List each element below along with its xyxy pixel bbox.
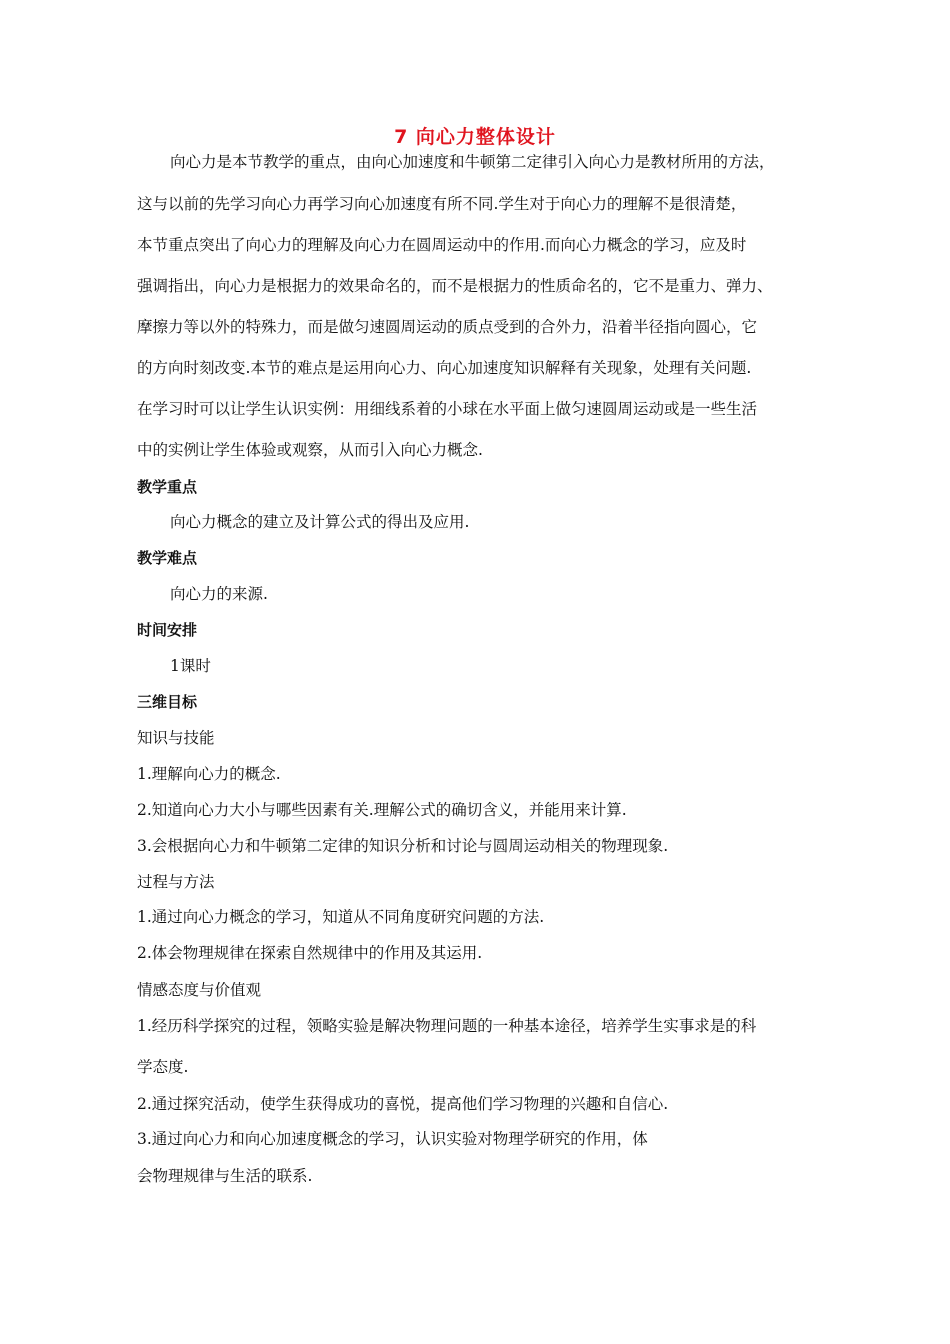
intro-line: 在学习时可以让学生认识实例：用细线系着的小球在水平面上做匀速圆周运动或是一些生活 [137, 400, 758, 418]
objective-item: 3.通过向心力和向心加速度概念的学习，认识实验对物理学研究的作用，体 [137, 1130, 648, 1148]
section-heading-difficulties: 教学难点 [137, 549, 198, 567]
objective-item: 会物理规律与生活的联系. [137, 1167, 313, 1185]
intro-line: 摩擦力等以外的特殊力，而是做匀速圆周运动的质点受到的合外力，沿着半径指向圆心，它 [137, 318, 758, 336]
intro-line: 强调指出，向心力是根据力的效果命名的，而不是根据力的性质命名的，它不是重力、弹力、 [137, 277, 773, 295]
subheading-attitude: 情感态度与价值观 [137, 981, 262, 999]
key-points-text: 向心力概念的建立及计算公式的得出及应用. [170, 513, 470, 531]
intro-line: 这与以前的先学习向心力再学习向心加速度有所不同.学生对于向心力的理解不是很清楚， [137, 195, 747, 213]
section-heading-objectives: 三维目标 [137, 693, 198, 711]
objective-item: 2.体会物理规律在探索自然规律中的作用及其运用. [137, 944, 483, 962]
intro-line: 中的实例让学生体验或观察，从而引入向心力概念. [137, 441, 483, 459]
objective-item: 1.经历科学探究的过程，领略实验是解决物理问题的一种基本途径，培养学生实事求是的科 [137, 1017, 757, 1035]
objective-item: 3.会根据向心力和牛顿第二定律的知识分析和讨论与圆周运动相关的物理现象. [137, 837, 669, 855]
objective-item: 学态度. [137, 1058, 189, 1076]
difficulties-text: 向心力的来源. [170, 585, 268, 603]
subheading-knowledge: 知识与技能 [137, 729, 215, 747]
subheading-process: 过程与方法 [137, 873, 215, 891]
section-heading-schedule: 时间安排 [137, 621, 198, 639]
intro-line: 的方向时刻改变.本节的难点是运用向心力、向心加速度知识解释有关现象，处理有关问题. [137, 359, 752, 377]
intro-line: 本节重点突出了向心力的理解及向心力在圆周运动中的作用.而向心力概念的学习，应及时 [137, 236, 747, 254]
document-title: 7 向心力整体设计 [394, 126, 556, 148]
section-heading-key-points: 教学重点 [137, 478, 198, 496]
objective-item: 2.知道向心力大小与哪些因素有关.理解公式的确切含义，并能用来计算. [137, 801, 627, 819]
objective-item: 1.通过向心力概念的学习，知道从不同角度研究问题的方法. [137, 908, 545, 926]
schedule-text: 1课时 [170, 657, 211, 675]
intro-line: 向心力是本节教学的重点，由向心加速度和牛顿第二定律引入向心力是教材所用的方法， [170, 153, 775, 171]
objective-item: 2.通过探究活动，使学生获得成功的喜悦，提高他们学习物理的兴趣和自信心. [137, 1095, 669, 1113]
objective-item: 1.理解向心力的概念. [137, 765, 281, 783]
